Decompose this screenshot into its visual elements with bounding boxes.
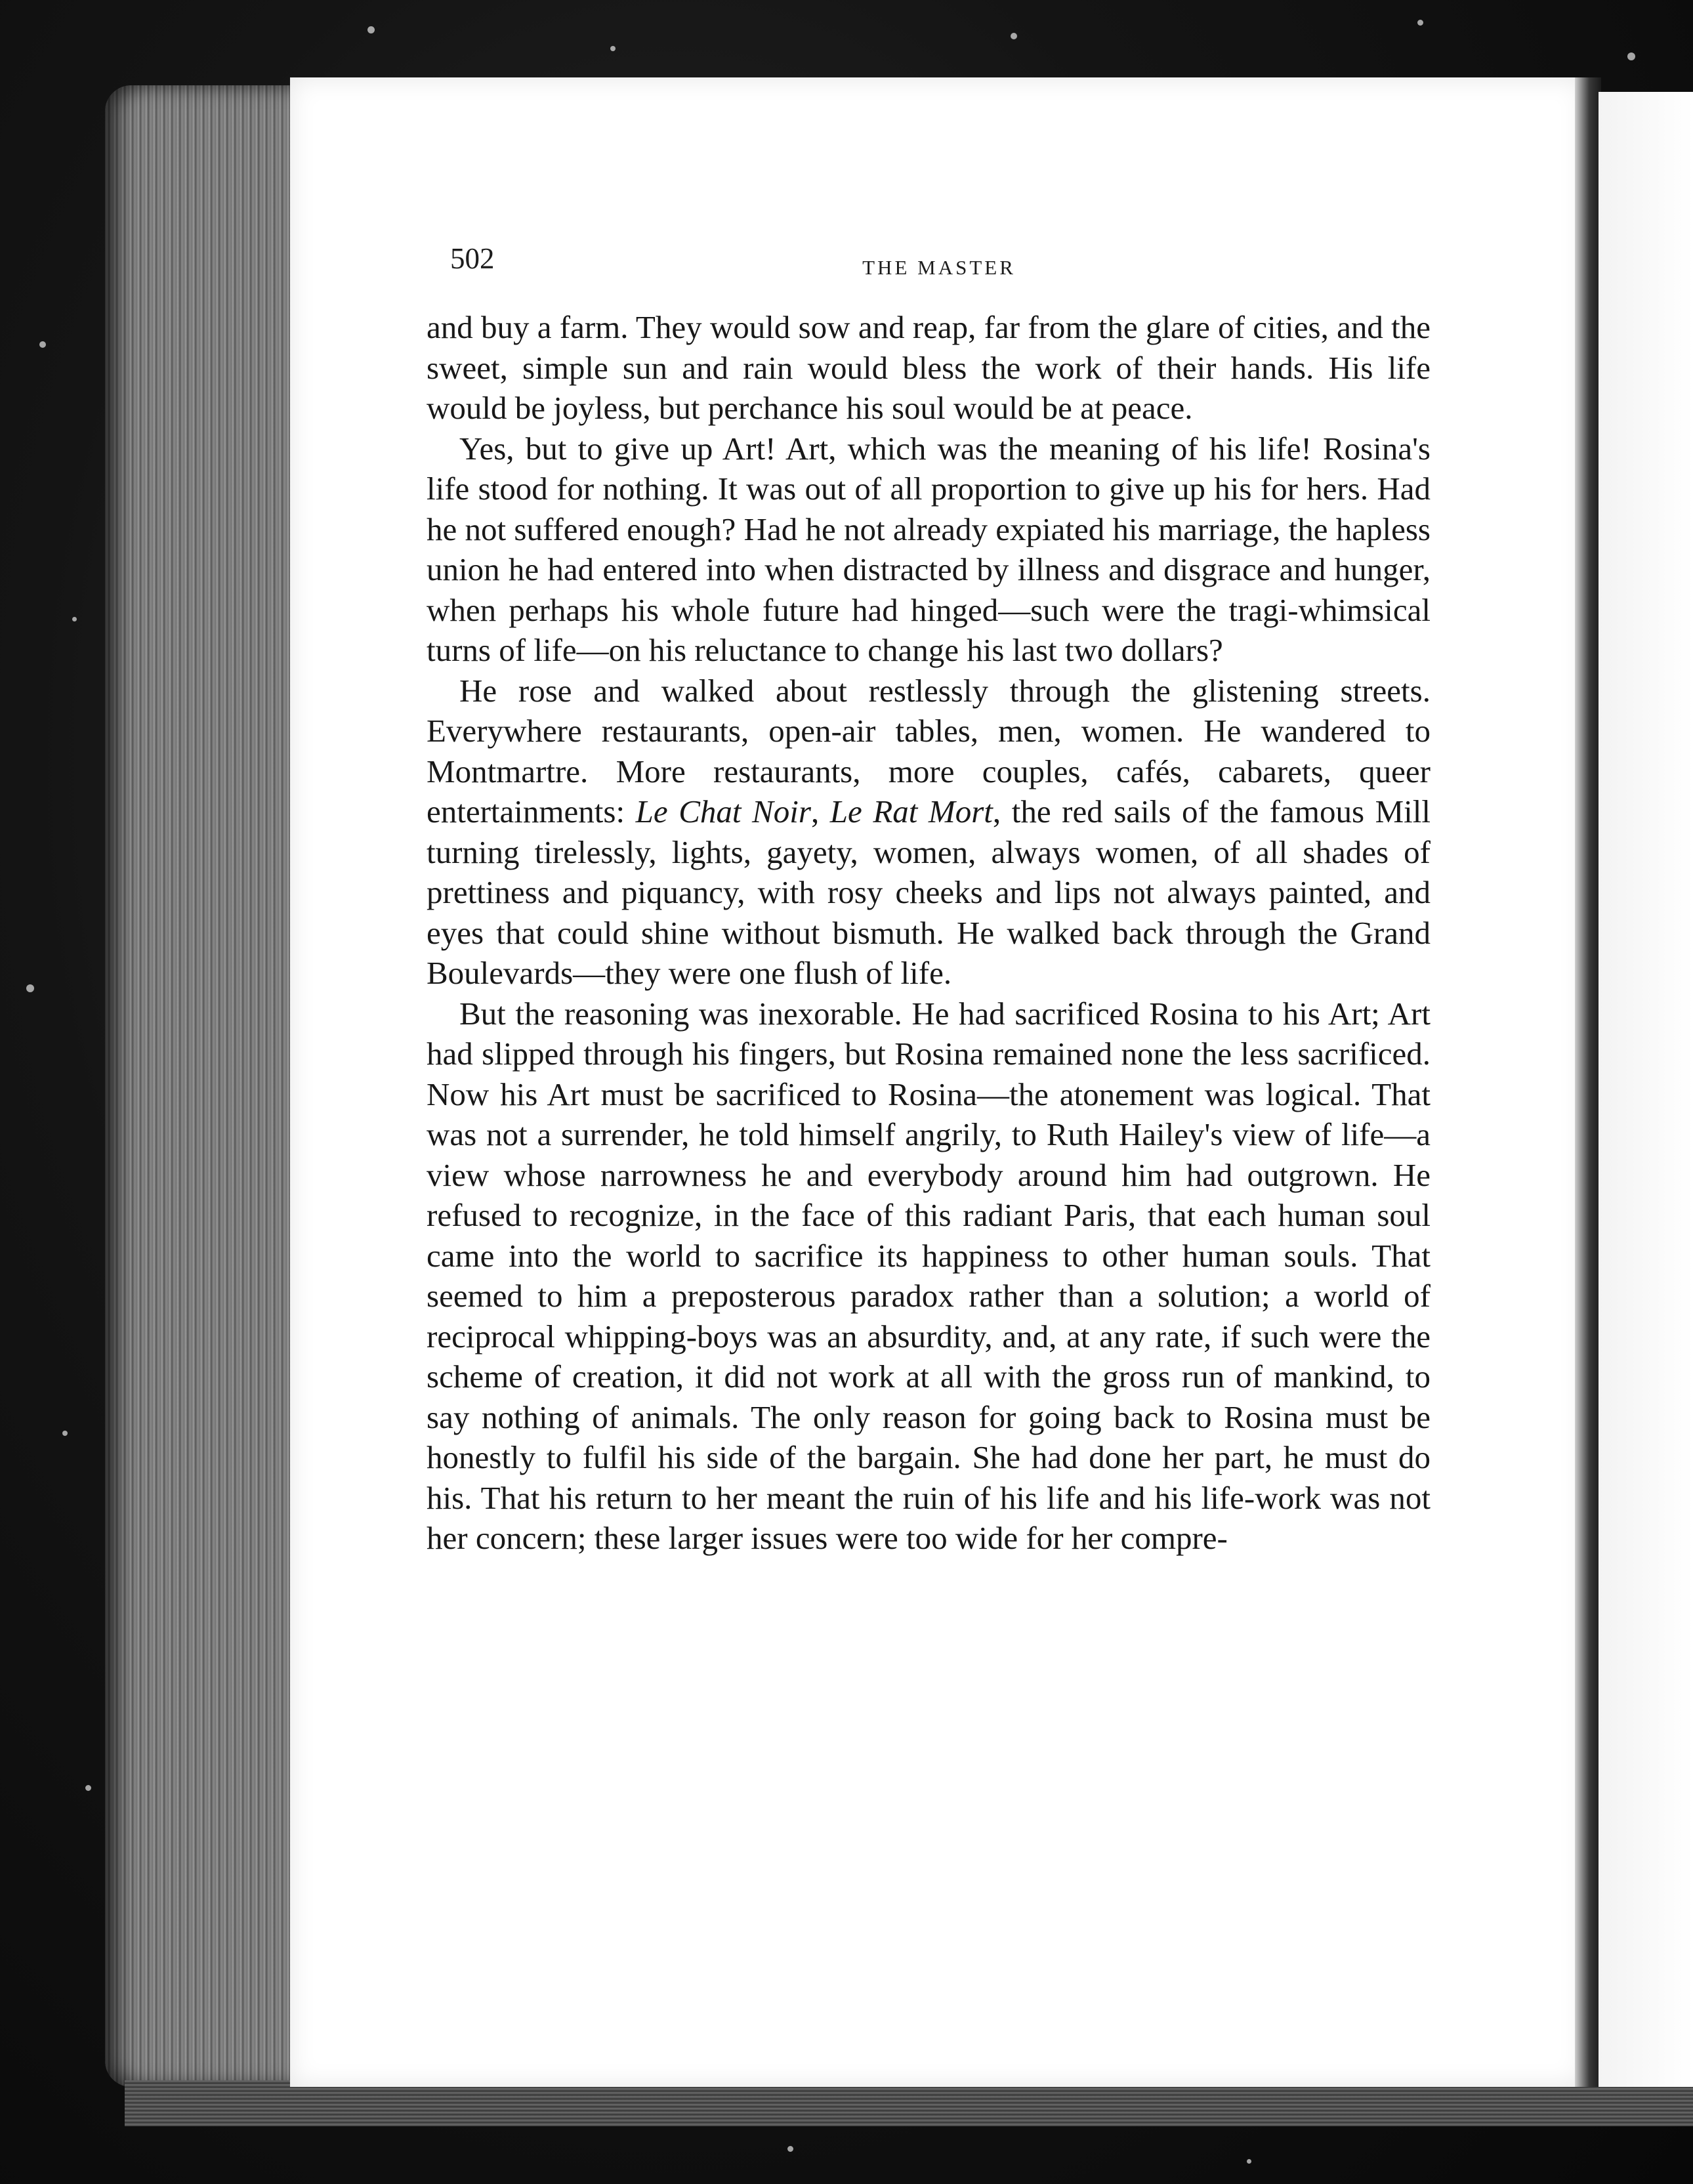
dust-speck bbox=[367, 26, 375, 33]
paragraph-text: , bbox=[810, 793, 830, 830]
dust-speck bbox=[85, 1785, 91, 1791]
facing-page-edge bbox=[1599, 92, 1693, 2087]
running-title: THE MASTER bbox=[862, 256, 1016, 279]
dust-speck bbox=[26, 984, 34, 992]
dust-speck bbox=[62, 1431, 68, 1436]
paragraph-text: , the red sails of the famous Mill turning tirelessly, lights, gayety, women, always women, of all shades of prettiness and piquancy, with rosy cheeks and lips not always painted, and eyes that could shine without bismuth. He walked back through the Grand Boulevards—they were one flush of life. bbox=[427, 793, 1431, 991]
dust-speck bbox=[1627, 52, 1635, 60]
page-number: 502 bbox=[450, 242, 495, 275]
dust-speck bbox=[1417, 20, 1423, 26]
italic-title: Le Rat Mort bbox=[829, 793, 993, 830]
paragraph: and buy a farm. They would sow and reap, far from the glare of cities, and the sweet, simple sun and rain would bless the work of their hands. His life would be joyless, but perchance his soul would be at peace. bbox=[427, 309, 1431, 426]
paragraph: Yes, but to give up Art! Art, which was the meaning of his life! Rosina's life stood for nothing. It was out of all proportion to give up his for hers. Had he not suffered enough? Had he not already expiated his marriage, the hapless union he had entered into when distracted by illness and disgrace and hunger, when perhaps his whole future had hinged—such were the tragi-whimsical turns of life—on his reluctance to change his last two dollars? bbox=[427, 430, 1431, 668]
dust-speck bbox=[610, 46, 616, 51]
body-text bbox=[427, 307, 1431, 1559]
dust-speck bbox=[39, 341, 46, 348]
book-bottom-edge bbox=[125, 2080, 1693, 2126]
italic-title: Le Chat Noir bbox=[635, 793, 811, 830]
dust-speck bbox=[72, 617, 77, 621]
page-header bbox=[450, 242, 1428, 287]
paragraph-text: He rose and walked about restlessly through the glistening streets. Everywhere restaurants, open-air tables, men, women. He wandered to Montmartre. More restaurants, more couples, cafés, cabarets, queer entertainments: bbox=[427, 672, 1431, 830]
dust-speck bbox=[787, 2146, 793, 2152]
paragraph bbox=[427, 671, 1431, 994]
paragraph: But the reasoning was inexorable. He had sacrificed Rosina to his Art; Art had slipped through his fingers, but Rosina remained none the less sacrificed. Now his Art must be sacrificed to Rosina—the atonement was logical. That was not a surrender, he told himself angrily, to Ruth Hailey's view of life—a view whose narrowness he and everybody around him had outgrown. He refused to recognize, in the face of this radiant Paris, that each human soul came into the world to sacrifice its happiness to other human souls. That seemed to him a preposterous paradox rather than a solution; a world of reciprocal whipping-boys was an absurdity, and, at any rate, if such were the scheme of creation, it did not work at all with the gross run of mankind, to say nothing of animals. The only reason for going back to Rosina must be honestly to fulfil his side of the bargain. She had done her part, he must do his. That his return to her meant the ruin of his life and his life-work was not her concern; these larger issues were too wide for her compre- bbox=[427, 995, 1431, 1556]
book-gutter bbox=[1575, 77, 1601, 2087]
dust-speck bbox=[1247, 2159, 1251, 2164]
book-page-edges bbox=[105, 85, 302, 2087]
dust-speck bbox=[1011, 33, 1017, 39]
